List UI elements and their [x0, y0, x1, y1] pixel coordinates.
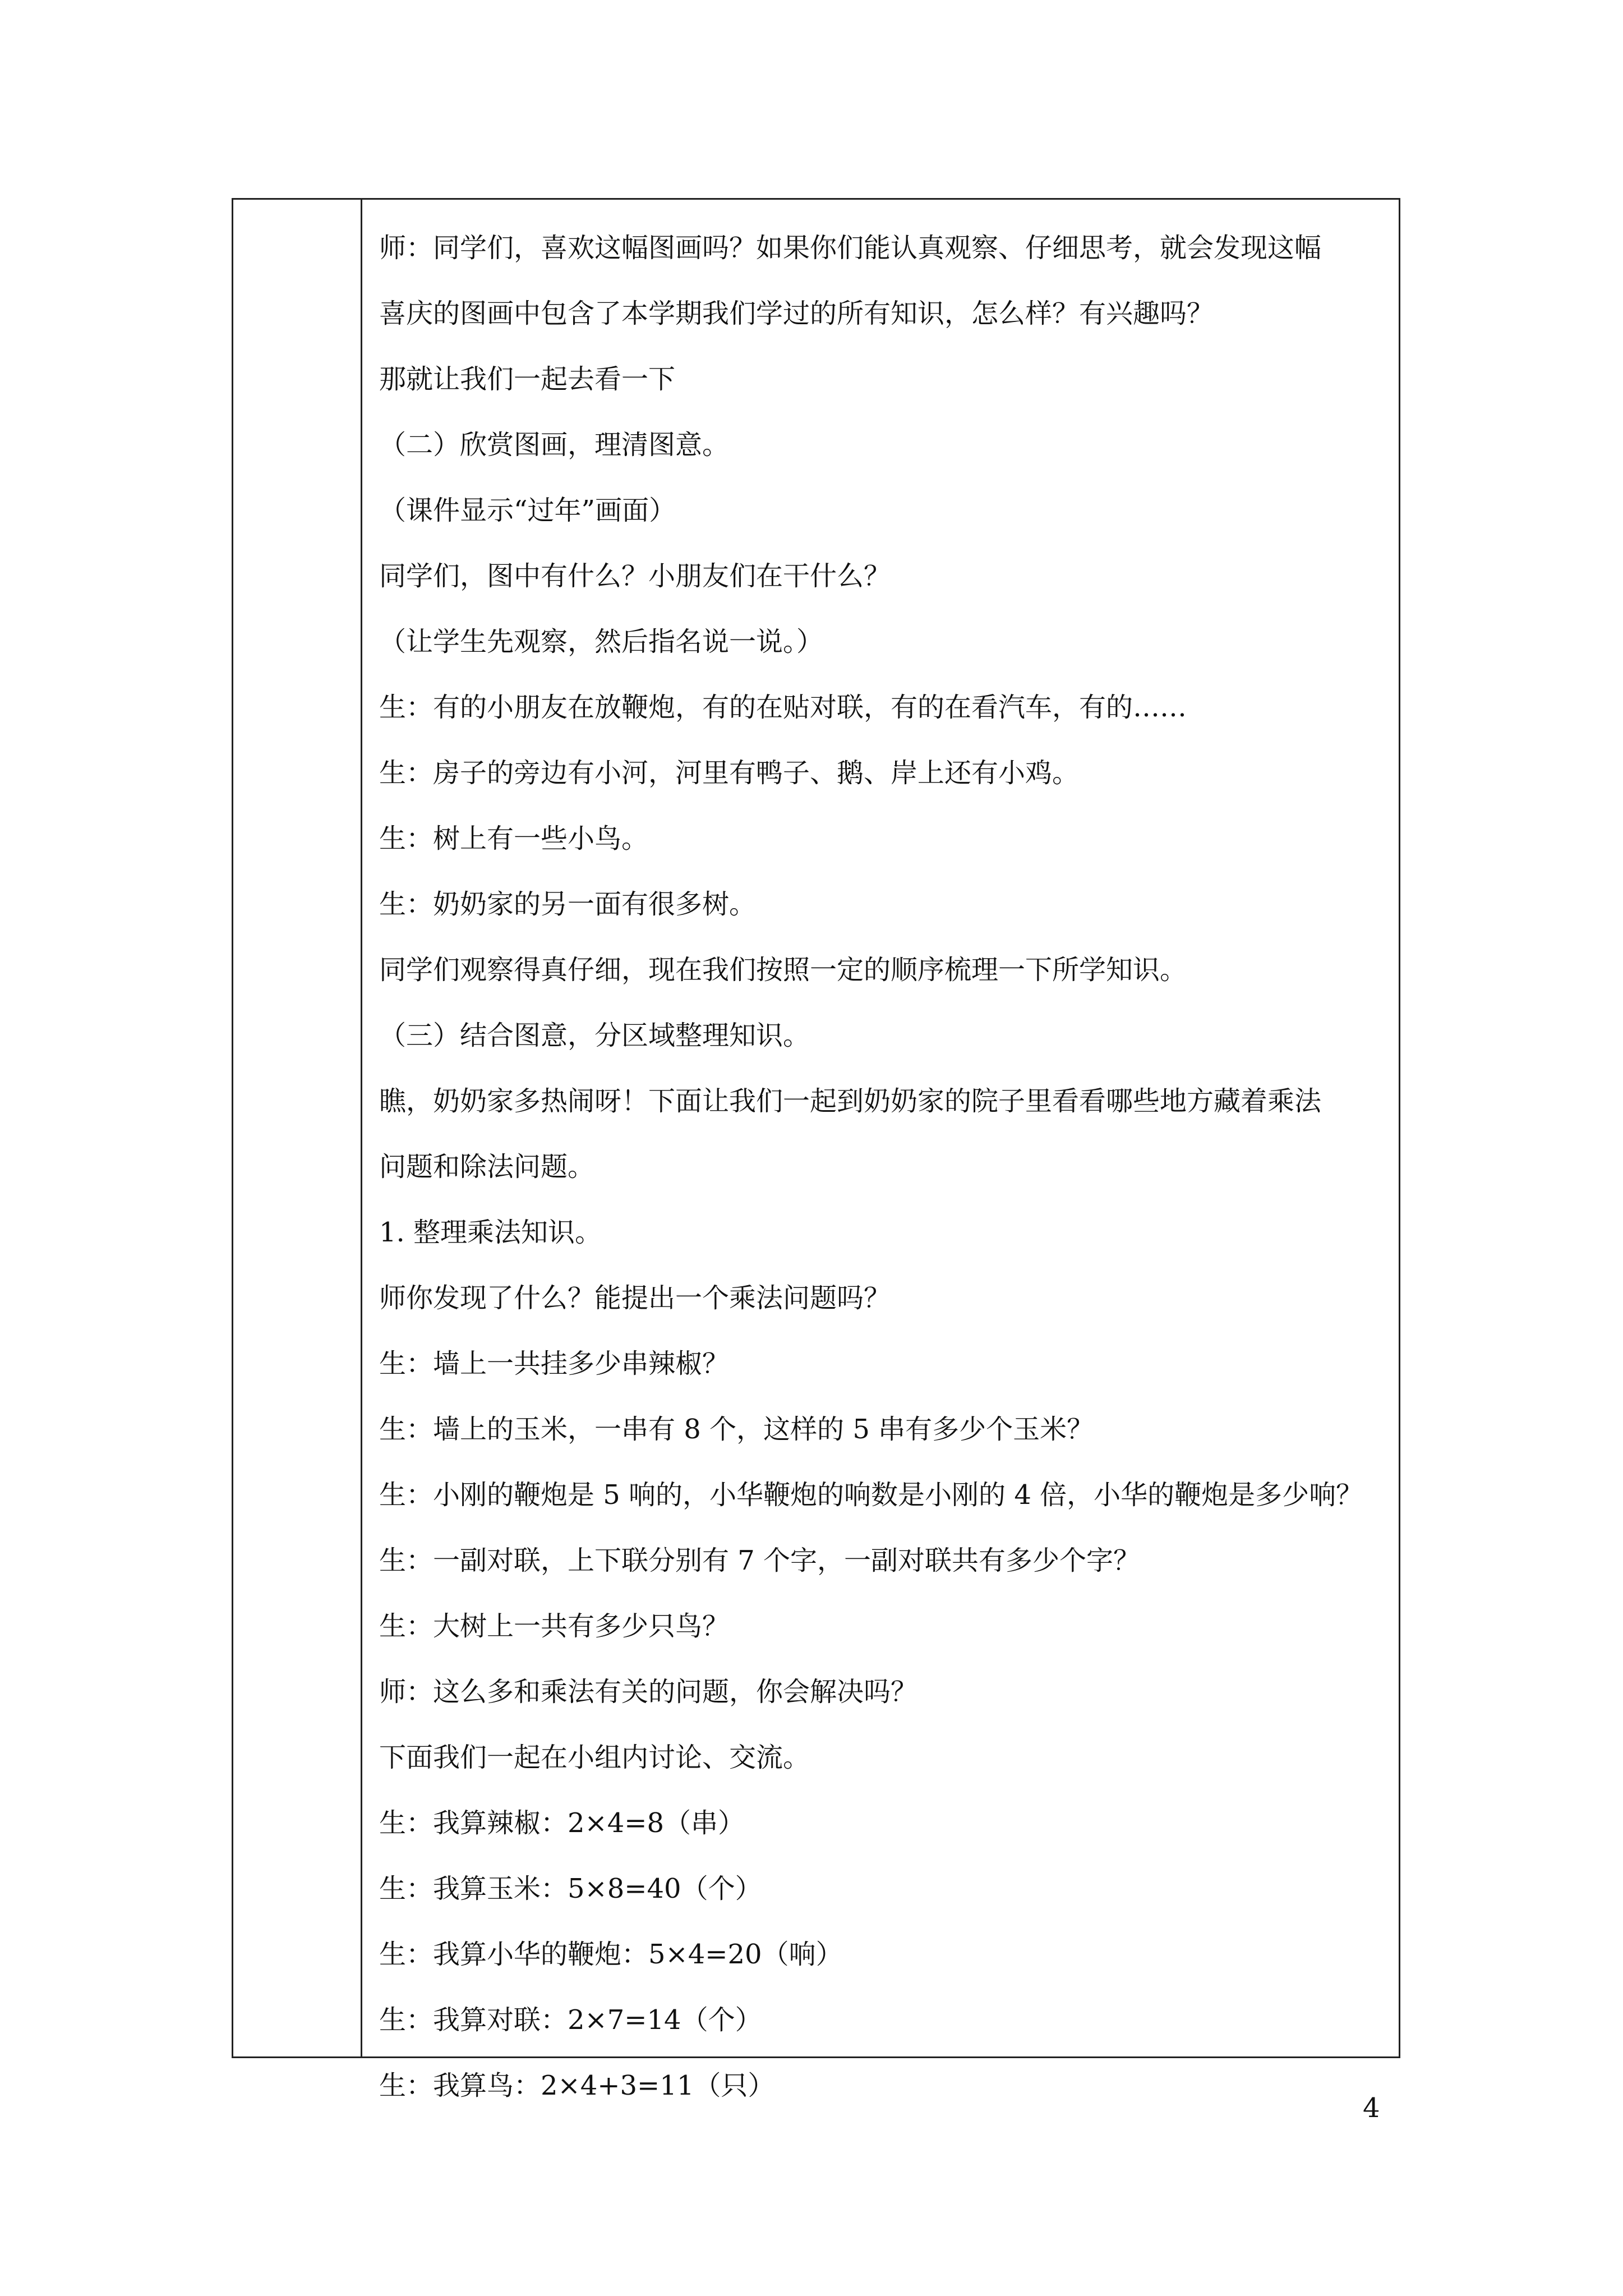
text-line: 生：树上有一些小鸟。 [379, 823, 649, 854]
text-line: 生：一副对联，上下联分别有 7 个字，一副对联共有多少个字？ [379, 1545, 1141, 1576]
text-line: 瞧，奶奶家多热闹呀！下面让我们一起到奶奶家的院子里看看哪些地方藏着乘法 [379, 1085, 1322, 1117]
lesson-table [232, 198, 1400, 2101]
text-line: 生：小刚的鞭炮是 5 响的，小华鞭炮的响数是小刚的 4 倍，小华的鞭炮是多少响？ [379, 1479, 1363, 1511]
text-line: （让学生先观察，然后指名说一说。） [379, 626, 824, 657]
text-line: 生：房子的旁边有小河，河里有鸭子、鹅、岸上还有小鸡。 [379, 757, 1080, 789]
text-line: 生：我算辣椒：2×4=8（串） [379, 1807, 745, 1839]
text-line: 同学们观察得真仔细，现在我们按照一定的顺序梳理一下所学知识。 [379, 954, 1187, 986]
text-line: 生：有的小朋友在放鞭炮，有的在贴对联，有的在看汽车，有的…… [379, 692, 1187, 723]
section-heading: （三）结合图意，分区域整理知识。 [379, 1020, 810, 1051]
text-line: 那就让我们一起去看一下 [379, 364, 676, 395]
page-number: 4 [1363, 2092, 1380, 2124]
section-heading: 1. 整理乘法知识。 [379, 1217, 602, 1248]
table-content-cell [362, 200, 1399, 2101]
text-line: 同学们，图中有什么？小朋友们在干什么？ [379, 560, 891, 592]
text-line: 生：墙上一共挂多少串辣椒？ [379, 1348, 730, 1379]
text-line: 师：这么多和乘法有关的问题，你会解决吗？ [379, 1676, 918, 1708]
text-line: 下面我们一起在小组内讨论、交流。 [379, 1742, 810, 1773]
text-line: 师：同学们，喜欢这幅图画吗？如果你们能认真观察、仔细思考，就会发现这幅 [379, 232, 1322, 264]
table-left-cell [233, 200, 362, 2056]
text-line: 生：大树上一共有多少只鸟？ [379, 1611, 730, 1642]
text-line: 生：我算小华的鞭炮：5×4=20（响） [379, 1939, 843, 1970]
text-line: 生：墙上的玉米，一串有 8 个，这样的 5 串有多少个玉米？ [379, 1414, 1094, 1445]
section-heading: （二）欣赏图画，理清图意。 [379, 429, 730, 461]
text-line: 喜庆的图画中包含了本学期我们学过的所有知识，怎么样？有兴趣吗？ [379, 298, 1214, 329]
text-line: （课件显示“过年”画面） [379, 495, 676, 526]
text-line: 生：我算鸟：2×4+3=11（只） [379, 2070, 775, 2101]
text-line: 生：奶奶家的另一面有很多树。 [379, 889, 757, 920]
text-line: 生：我算对联：2×7=14（个） [379, 2004, 762, 2036]
lesson-text [379, 215, 1387, 2119]
text-line: 生：我算玉米：5×8=40（个） [379, 1873, 762, 1904]
text-line: 问题和除法问题。 [379, 1151, 595, 1182]
text-line: 师你发现了什么？能提出一个乘法问题吗？ [379, 1282, 891, 1314]
